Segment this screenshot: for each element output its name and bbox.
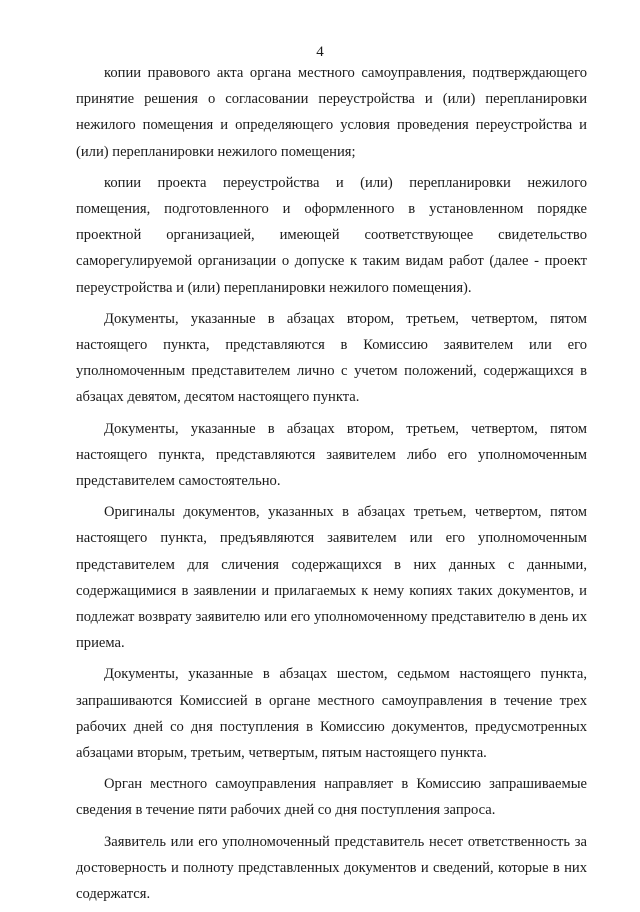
paragraph-submission-independent: Документы, указанные в абзацах втором, третьем, четвертом, пятом настоящего пункта, представляются заявителем либо его уполномоченным представителем самостоятельно.	[76, 420, 587, 490]
paragraph-requested-documents: Документы, указанные в абзацах шестом, седьмом настоящего пункта, запрашиваются Комиссией в органе местного самоуправления в течение трех рабочих дней со дня поступления в Комиссию документов, предусмотренных абзацами вторым, третьим, четвертым, пятым настоящего пункта.	[76, 666, 587, 762]
paragraph-responsibility: Заявитель или его уполномоченный представитель несет ответственность за достоверность и полноту представленных документов и сведений, которые в них содержатся.	[76, 833, 587, 903]
paragraph-copies-legal-act: копии правового акта органа местного самоуправления, подтверждающего принятие решения о согласовании переустройства и (или) перепланировки нежилого помещения и определяющего условия проведения переустройства и (или) перепланировки нежилого помещения;	[76, 65, 587, 160]
paragraph-copies-project: копии проекта переустройства и (или) перепланировки нежилого помещения, подготовленного и оформленного в установленном порядке проектной организацией, имеющей соответствующее свидетельство саморегулируемой организации о допуске к таким видам работ (далее - проект переустройства и (или) перепланировки нежилого помещения).	[76, 174, 587, 296]
page-number: 4	[316, 44, 324, 60]
paragraph-originals: Оригиналы документов, указанных в абзацах третьем, четвертом, пятом настоящего пункта, предъявляются заявителем или его уполномоченным представителем для сличения содержащихся в них данных с данными, содержащимися в заявлении и прилагаемых к нему копиях таких документов, и подлежат возврату заявителю или его уполномоченному представителю в день их приема.	[76, 504, 587, 652]
paragraph-submission-in-person: Документы, указанные в абзацах втором, третьем, четвертом, пятом настоящего пункта, представляются в Комиссию заявителем или его уполномоченным представителем лично с учетом положений, содержащихся в абзацах девятом, десятом настоящего пункта.	[76, 310, 587, 406]
document-body	[76, 60, 587, 912]
paragraph-local-authority: Орган местного самоуправления направляет в Комиссию запрашиваемые сведения в течение пяти рабочих дней со дня поступления запроса.	[76, 776, 587, 819]
